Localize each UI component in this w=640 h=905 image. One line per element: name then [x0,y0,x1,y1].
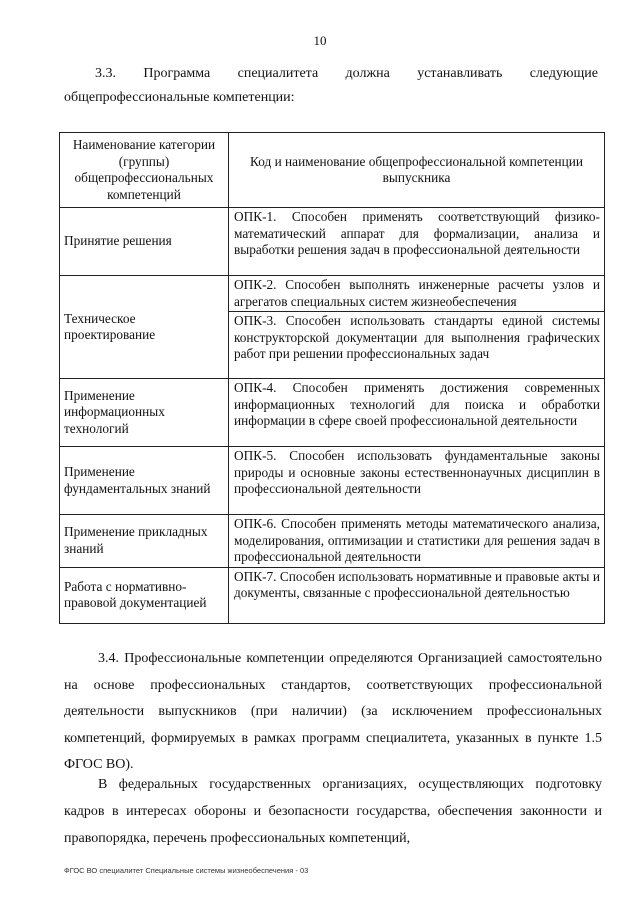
header-category: Наименование категории (группы) общепрофессиональных компетенций [60,133,229,208]
table-header-row [60,133,605,208]
category-cell: Применение информационных технологий [60,379,229,447]
table-row [60,567,605,623]
competence-cell: ОПК-7. Способен использовать нормативные и правовые акты и документы, связанные с профессиональной деятельностью [229,567,605,623]
category-cell: Принятие решения [60,208,229,276]
table-row [60,447,605,515]
table-row [60,379,605,447]
competence-cell: ОПК-4. Способен применять достижения современных информационных технологий для поиска и обработки информации в сфере своей профессиональной деятельности [229,379,605,447]
intro-word: следующие [529,66,598,81]
category-cell: Работа с нормативно-правовой документацией [60,567,229,623]
category-cell: Применение фундаментальных знаний [60,447,229,515]
competence-cell: ОПК-3. Способен использовать стандарты единой системы конструкторской документации для выполнения графических работ при решении профессиональных задач [229,312,605,379]
competence-cell: ОПК-2. Способен выполнять инженерные расчеты узлов и агрегатов специальных систем жизнеобеспечения [229,276,605,312]
intro-line-1 [64,62,598,86]
table-row [60,515,605,568]
intro-word: Программа [143,66,211,81]
intro-word: должна [345,66,390,81]
header-code: Код и наименование общепрофессиональной компетенции выпускника [229,133,605,208]
intro-word: устанавливать [417,66,503,81]
section-3-3-intro [64,62,598,110]
intro-line-2: общепрофессиональные компетенции: [64,90,295,105]
page-number: 10 [313,33,327,48]
intro-word: специалитета [237,66,319,81]
competence-cell: ОПК-1. Способен применять соответствующий физико-математический аппарат для формализации, анализа и выработки решения задач в профессиональной деятельности [229,208,605,276]
paragraph-text: 3.4. Профессиональные компетенции определяются Организацией самостоятельно на основе профессиональных стандартов, соответствующих профессиональной деятельности выпускников (при наличии) (за исключением профессиональных компетенций, формируемых в рамках программ специалитета, указанных в пункте 1.5 ФГОС ВО). [64,651,602,772]
paragraph-federal-organizations [64,771,602,852]
intro-word: 3.3. [95,66,116,81]
paragraph-text: В федеральных государственных организациях, осуществляющих подготовку кадров в интересах обороны и безопасности государства, обеспечения законности и правопорядка, перечень профессиональных компетенций, [64,777,602,846]
table-row [60,276,605,312]
paragraph-3-4 [64,646,602,779]
table-row [60,208,605,276]
category-cell: Техническое проектирование [60,276,229,379]
document-footer: ФГОС ВО специалитет Специальные системы жизнеобеспечения - 03 [64,866,309,875]
competence-cell: ОПК-6. Способен применять методы математического анализа, моделирования, оптимизации и статистики для решения задач в профессиональной деятельности [229,515,605,568]
competences-table [59,132,605,624]
category-cell: Применение прикладных знаний [60,515,229,568]
competence-cell: ОПК-5. Способен использовать фундаментальные законы природы и основные законы естественнонаучных дисциплин в профессиональной деятельности [229,447,605,515]
